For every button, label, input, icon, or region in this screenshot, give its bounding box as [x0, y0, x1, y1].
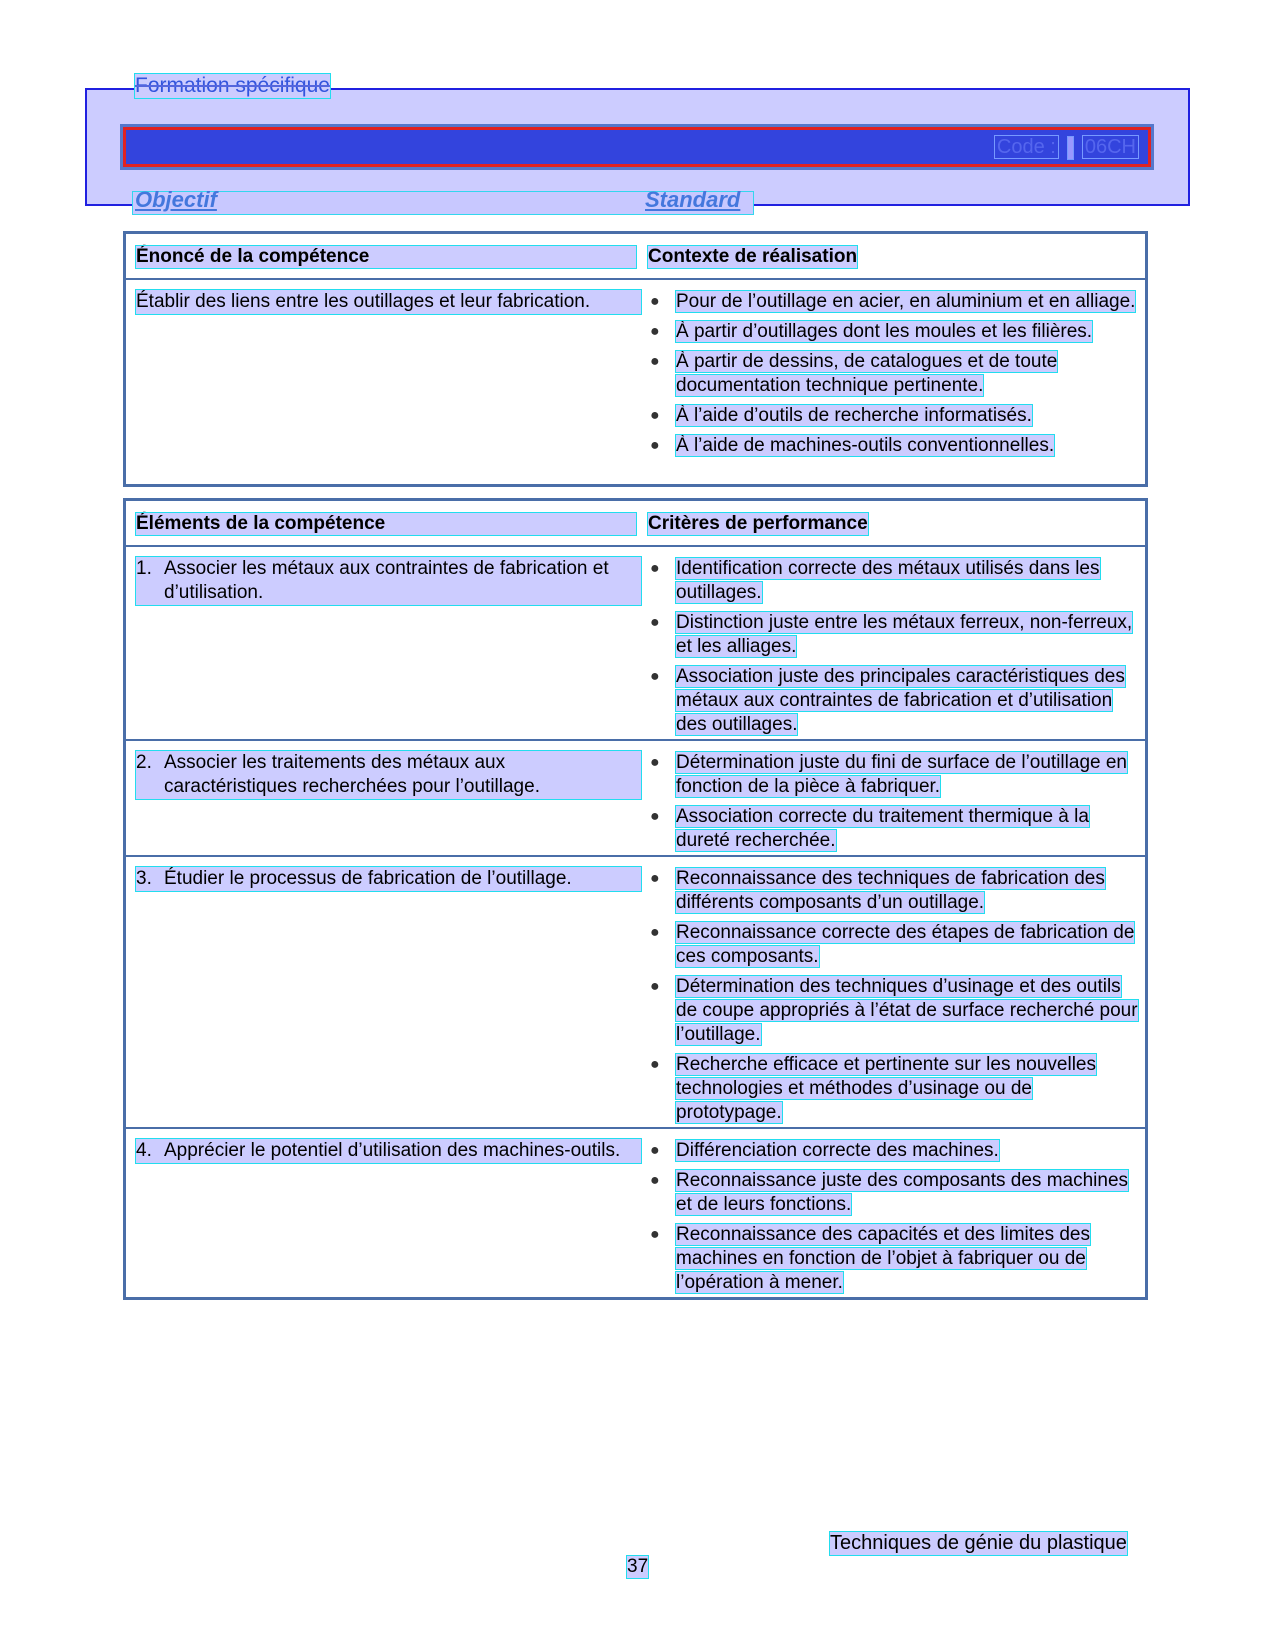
criteres-list	[648, 557, 1138, 743]
elements-header: Éléments de la compétence	[136, 513, 636, 535]
element-text: 2. Associer les traitements des métaux aux caractéristiques recherchées pour l’outillage.	[136, 751, 641, 799]
code-bar	[123, 127, 1151, 167]
list-item: ● Association correcte du traitement thermique à la dureté recherchée.	[650, 806, 1089, 851]
list-item: ● Association juste des principales caractéristiques des métaux aux contraintes de fabrication et d’utilisation des outillages.	[650, 666, 1125, 735]
list-item: ● Identification correcte des métaux utilisés dans les outillages.	[650, 558, 1100, 603]
standard-heading: Standard	[645, 187, 741, 212]
list-item: ● Reconnaissance des techniques de fabrication des différents composants d’un outillage.	[650, 868, 1105, 913]
list-item: ● Détermination des techniques d’usinage et des outils de coupe appropriés à l’état de surface recherché pour l’outillage.	[650, 976, 1138, 1045]
code-text	[995, 136, 1138, 159]
list-item: ● Reconnaissance des capacités et des limites des machines en fonction de l’objet à fabriquer ou de l’opération à mener.	[650, 1224, 1091, 1293]
table-row	[126, 857, 1145, 1129]
list-item: ● À partir d’outillages dont les moules et les filières.	[650, 321, 1093, 342]
page-number: 37	[627, 1556, 649, 1577]
competence-table	[123, 231, 1148, 487]
element-text: 3. Étudier le processus de fabrication de l’outillage.	[136, 867, 641, 891]
code-value: 06CH	[1084, 136, 1136, 158]
list-item: ● Distinction juste entre les métaux ferreux, non-ferreux, et les alliages.	[650, 612, 1133, 657]
objectif-heading: Objectif	[135, 187, 217, 212]
enonce-text: Établir des liens entre les outillages et leur fabrication.	[136, 290, 641, 314]
formation-label: Formation spécifique	[135, 74, 330, 97]
element-text: 4. Apprécier le potentiel d’utilisation des machines-outils.	[136, 1139, 641, 1163]
code-label: Code :	[996, 136, 1056, 158]
criteres-list	[648, 751, 1138, 859]
list-item: ● À l’aide d’outils de recherche informatisés.	[650, 405, 1032, 426]
footer-program: Techniques de génie du plastique	[830, 1532, 1127, 1554]
competence-header-row	[126, 234, 1145, 280]
list-item: ● Recherche efficace et pertinente sur les nouvelles technologies et méthodes d’usinage ou de prototypage.	[650, 1054, 1097, 1123]
table-row	[126, 741, 1145, 857]
elements-header-row	[126, 501, 1145, 547]
criteres-header: Critères de performance	[648, 513, 868, 534]
criteres-list	[648, 867, 1138, 1131]
list-item: ● Différenciation correcte des machines.	[650, 1140, 999, 1161]
list-item: ● À partir de dessins, de catalogues et de toute documentation technique pertinente.	[650, 351, 1058, 396]
list-item: ● Reconnaissance correcte des étapes de fabrication de ces composants.	[650, 922, 1135, 967]
criteres-list	[648, 1139, 1138, 1301]
element-text: 1. Associer les métaux aux contraintes de fabrication et d’utilisation.	[136, 557, 641, 605]
table-row	[126, 1129, 1145, 1297]
list-item: ● Reconnaissance juste des composants des machines et de leurs fonctions.	[650, 1170, 1129, 1215]
enonce-header: Énoncé de la compétence	[136, 246, 636, 268]
contexte-list	[648, 290, 1138, 464]
list-item: ● Pour de l’outillage en acier, en aluminium et en alliage.	[650, 291, 1136, 312]
elements-table	[123, 498, 1148, 1300]
list-item: ● À l’aide de machines-outils conventionnelles.	[650, 435, 1055, 456]
list-item: ● Détermination juste du fini de surface de l’outillage en fonction de la pièce à fabriquer.	[650, 752, 1127, 797]
contexte-header: Contexte de réalisation	[648, 246, 858, 267]
table-row	[126, 547, 1145, 741]
competence-body-row	[126, 280, 1145, 484]
